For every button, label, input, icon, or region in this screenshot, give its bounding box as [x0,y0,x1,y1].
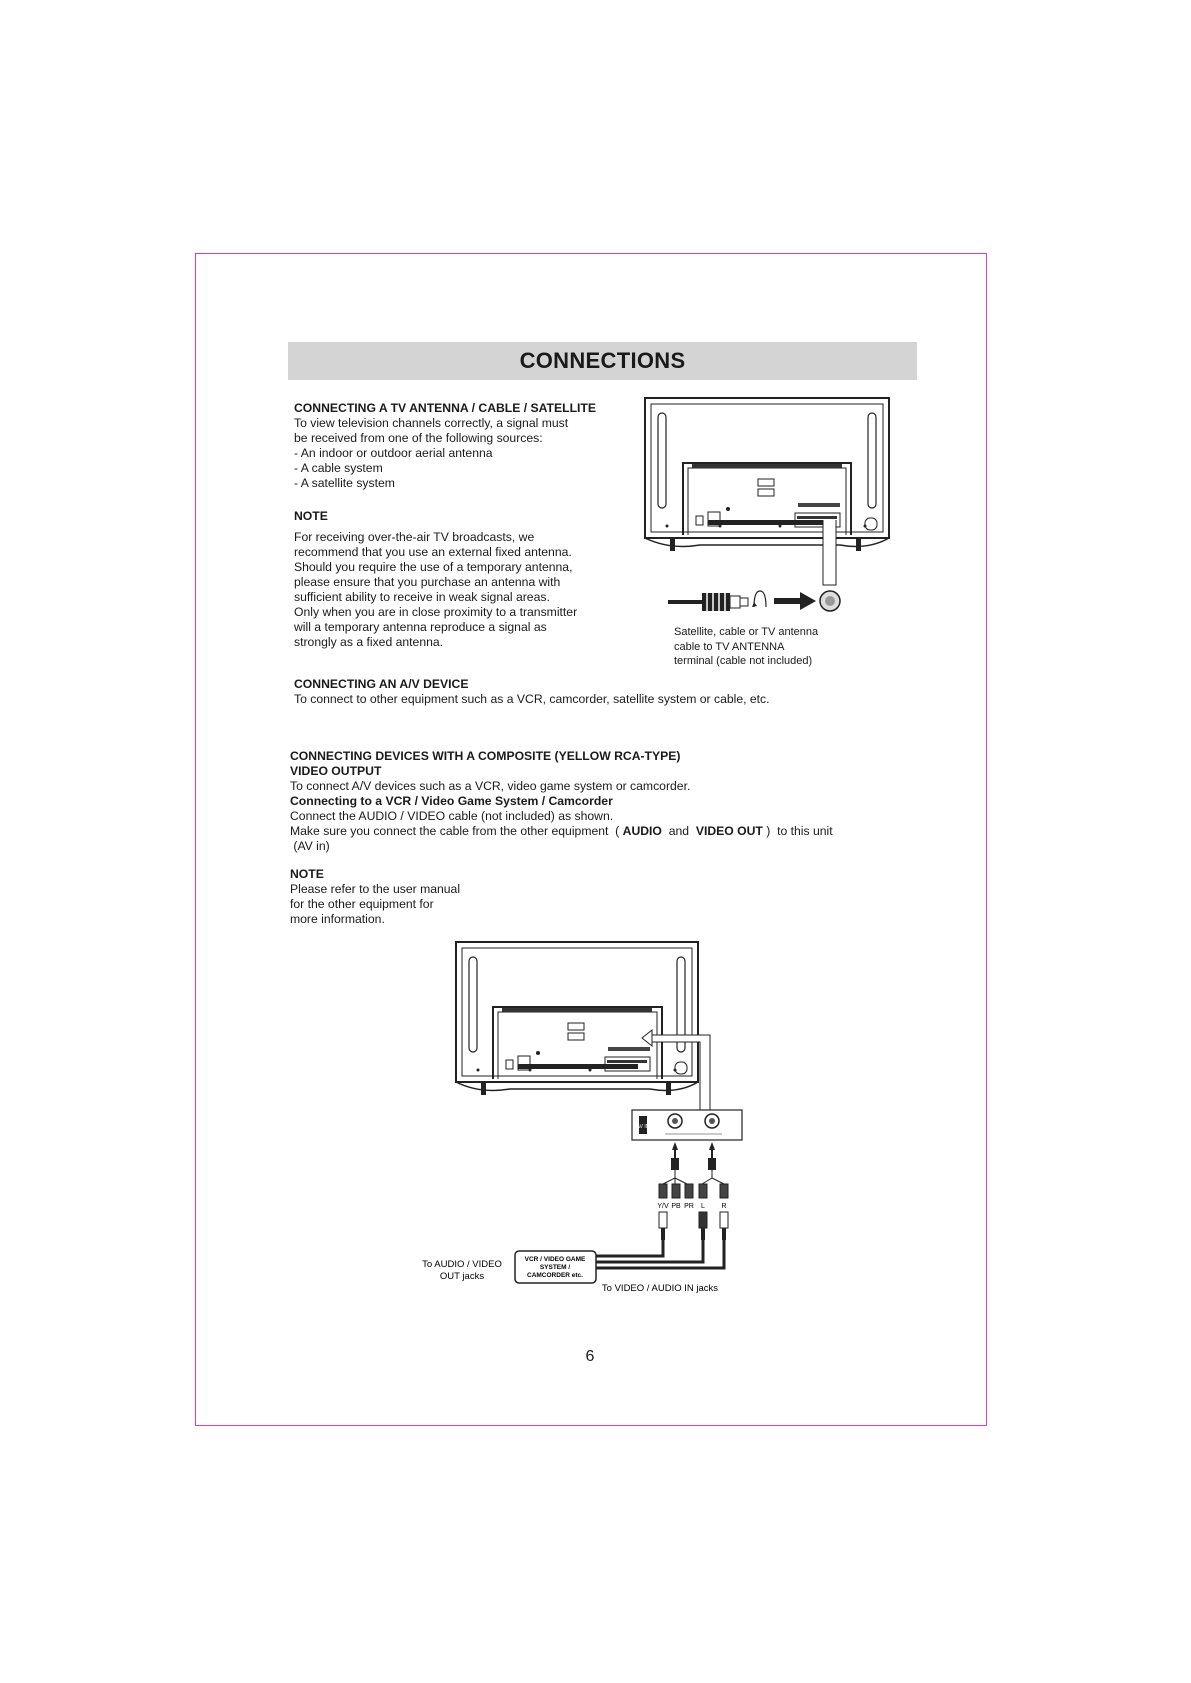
bottom-caption: To VIDEO / AUDIO IN jacks [601,1283,719,1294]
note-heading: NOTE [294,509,328,523]
note-line: please ensure that you purchase an antenna with [294,575,561,589]
composite-line: To connect A/V devices such as a VCR, video game system or camcorder. [290,779,691,793]
antenna-heading: CONNECTING A TV ANTENNA / CABLE / SATELLITE [294,401,596,415]
device-label: SYSTEM / [539,1264,571,1271]
note-line: for the other equipment for [290,897,434,911]
antenna-diagram [640,395,895,620]
antenna-caption [674,625,818,669]
jack-label: Y/V [657,1203,669,1210]
composite-note [290,867,460,927]
antenna-section [294,401,596,491]
text-bold: AUDIO [622,824,662,838]
panel-label: AV IN [636,1124,650,1130]
device-label: CAMCORDER etc. [527,1272,583,1279]
caption-line: Satellite, cable or TV antenna [674,626,819,638]
note-line: For receiving over-the-air TV broadcasts, we [294,530,535,544]
jack-label: L [701,1203,705,1210]
antenna-line: - A satellite system [294,476,395,490]
jack-label: PB [671,1203,681,1210]
page-number: 6 [585,1348,595,1365]
note-line: recommend that you use an external fixed antenna. [294,545,572,559]
caption-line: cable to TV ANTENNA [674,640,785,653]
page-title: CONNECTIONS [288,342,917,380]
composite-section [290,749,833,854]
composite-heading-2: VIDEO OUTPUT [290,764,382,778]
left-caption: To AUDIO / VIDEO [422,1259,502,1270]
note-line: will a temporary antenna reproduce a signal as [294,620,547,634]
antenna-line: To view television channels correctly, a signal must [294,416,569,430]
antenna-line: be received from one of the following sources: [294,431,543,445]
note-line: Should you require the use of a temporary antenna, [294,560,573,574]
text: and [661,824,696,838]
composite-subheading: Connecting to a VCR / Video Game System / Camcorder [290,794,613,808]
note-line: Please refer to the user manual [290,882,461,896]
composite-line: Connect the AUDIO / VIDEO cable (not included) as shown. [290,809,614,823]
antenna-line: - An indoor or outdoor aerial antenna [294,446,493,460]
composite-line [290,824,833,839]
av-section [294,677,770,707]
jack-label: PR [684,1203,694,1210]
antenna-note [294,509,577,650]
text: Make sure you connect the cable from the other equipment ( [290,824,623,838]
note-heading: NOTE [290,867,324,881]
composite-diagram [410,938,760,1298]
av-heading: CONNECTING AN A/V DEVICE [294,677,469,691]
composite-heading: CONNECTING DEVICES WITH A COMPOSITE (YELLOW RCA-TYPE) [290,749,681,763]
text: ) to this unit [762,824,833,838]
note-line: sufficient ability to receive in weak signal areas. [294,590,550,604]
av-line: To connect to other equipment such as a VCR, camcorder, satellite system or cable, etc. [294,692,770,706]
note-line: more information. [290,912,385,926]
left-caption: OUT jacks [439,1271,485,1282]
jack-label: R [721,1203,727,1210]
composite-line: (AV in) [290,839,330,853]
device-label: VCR / VIDEO GAME [524,1256,586,1263]
caption-line: terminal (cable not included) [674,655,813,667]
note-line: Only when you are in close proximity to a transmitter [294,605,578,619]
note-line: strongly as a fixed antenna. [294,635,444,649]
text-bold: VIDEO OUT [695,824,763,838]
antenna-line: - A cable system [294,461,383,475]
